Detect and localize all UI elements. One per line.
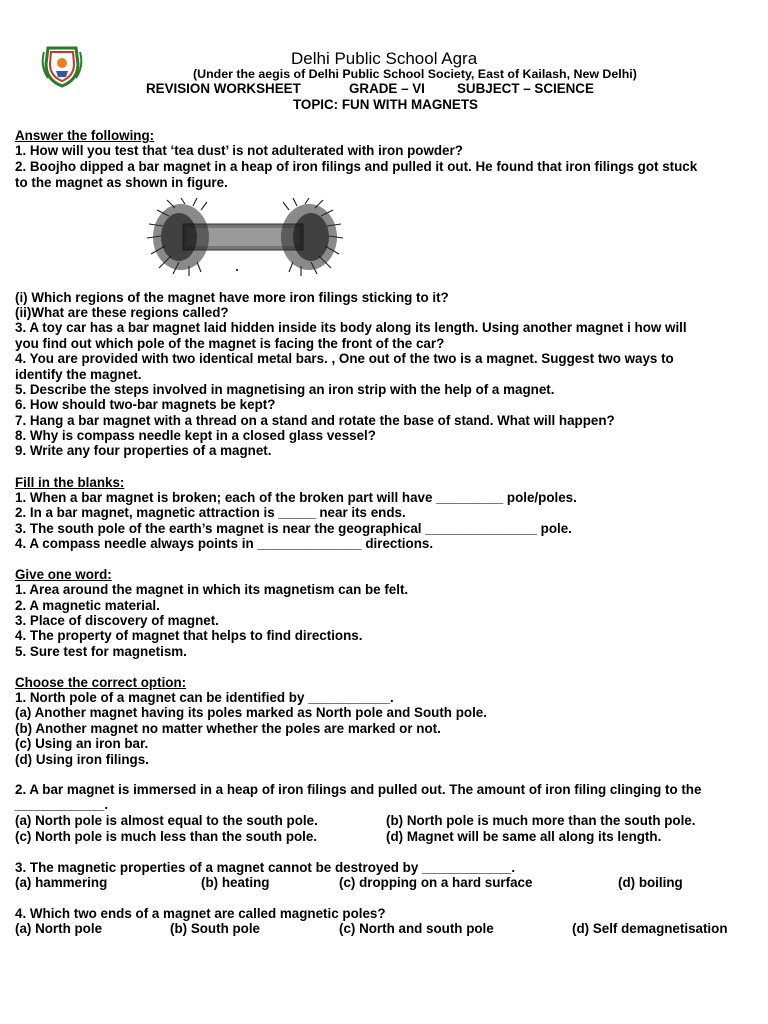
question-line: 5. Describe the steps involved in magnetising an iron strip with the help of a magnet. (15, 382, 555, 397)
section-heading-answer: Answer the following: (15, 128, 155, 143)
mcq-stem: 4. Which two ends of a magnet are called magnetic poles? (15, 906, 386, 921)
topic-label: TOPIC: FUN WITH MAGNETS (293, 97, 478, 112)
question-line: 2. In a bar magnet, magnetic attraction is _____ near its ends. (15, 505, 406, 520)
question-line: 1. Area around the magnet in which its magnetism can be felt. (15, 582, 409, 597)
mcq-option: (c) North and south pole (339, 921, 494, 936)
mcq-option: (b) Another magnet no matter whether the poles are marked or not. (15, 721, 441, 736)
mcq-stem: 1. North pole of a magnet can be identified by ___________. (15, 690, 394, 705)
mcq-option: (d) Magnet will be same all along its length. (386, 829, 662, 844)
mcq-option: (c) North pole is much less than the south pole. (15, 829, 318, 844)
question-line: 6. How should two-bar magnets be kept? (15, 397, 276, 412)
question-line: identify the magnet. (15, 367, 142, 382)
question-line: you find out which pole of the magnet is facing the front of the car? (15, 336, 445, 351)
question-line: 4. The property of magnet that helps to find directions. (15, 628, 363, 643)
question-line: 4. A compass needle always points in ______________ directions. (15, 536, 434, 551)
question-line: 9. Write any four properties of a magnet. (15, 443, 272, 458)
question-line: to the magnet as shown in figure. (15, 175, 228, 190)
mcq-stem: 2. A bar magnet is immersed in a heap of iron filings and pulled out. The amount of iron filing clinging to the (15, 782, 702, 797)
section-heading-word: Give one word: (15, 567, 112, 582)
mcq-option: (a) Another magnet having its poles marked as North pole and South pole. (15, 705, 487, 720)
mcq-option: (b) North pole is much more than the south pole. (386, 813, 696, 828)
question-line: 7. Hang a bar magnet with a thread on a stand and rotate the base of stand. What will happen? (15, 413, 615, 428)
mcq-option: (d) Using iron filings. (15, 752, 149, 767)
mcq-option: (b) South pole (170, 921, 260, 936)
question-line: 5. Sure test for magnetism. (15, 644, 187, 659)
question-line: 4. You are provided with two identical metal bars. , One out of the two is a magnet. Suggest two ways to (15, 351, 674, 366)
mcq-stem: 3. The magnetic properties of a magnet cannot be destroyed by ____________. (15, 860, 516, 875)
question-line: 8. Why is compass needle kept in a closed glass vessel? (15, 428, 376, 443)
mcq-option: (c) Using an iron bar. (15, 736, 149, 751)
school-name: Delhi Public School Agra (291, 49, 478, 68)
question-line: (ii)What are these regions called? (15, 305, 229, 320)
bar-magnet-iron-filings-figure (145, 196, 345, 278)
question-line: 3. A toy car has a bar magnet laid hidden inside its body along its length. Using another magnet i how will (15, 320, 687, 335)
mcq-option: (d) boiling (618, 875, 683, 890)
school-logo-icon (38, 44, 86, 88)
section-heading-options: Choose the correct option: (15, 675, 187, 690)
mcq-option: (c) dropping on a hard surface (339, 875, 533, 890)
worksheet-label: REVISION WORKSHEET (146, 81, 301, 96)
mcq-blank: ____________. (15, 797, 109, 812)
section-heading-fill: Fill in the blanks: (15, 475, 125, 490)
question-line: 2. A magnetic material. (15, 598, 160, 613)
mcq-option: (d) Self demagnetisation (572, 921, 728, 936)
question-line: 1. When a bar magnet is broken; each of the broken part will have _________ pole/poles. (15, 490, 577, 505)
question-line: 1. How will you test that ‘tea dust’ is not adulterated with iron powder? (15, 143, 463, 158)
mcq-option: (b) heating (201, 875, 270, 890)
mcq-option: (a) hammering (15, 875, 108, 890)
question-line: 3. Place of discovery of magnet. (15, 613, 219, 628)
school-aegis: (Under the aegis of Delhi Public School Society, East of Kailash, New Delhi) (193, 67, 637, 81)
question-line: 3. The south pole of the earth’s magnet is near the geographical _______________ pole. (15, 521, 572, 536)
mcq-option: (a) North pole is almost equal to the south pole. (15, 813, 318, 828)
question-line: (i) Which regions of the magnet have more iron filings sticking to it? (15, 290, 449, 305)
question-line: 2. Boojho dipped a bar magnet in a heap of iron filings and pulled it out. He found that iron filings got stuck (15, 159, 698, 174)
grade-label: GRADE – VI (349, 81, 425, 96)
mcq-option: (a) North pole (15, 921, 103, 936)
subject-label: SUBJECT – SCIENCE (457, 81, 594, 96)
